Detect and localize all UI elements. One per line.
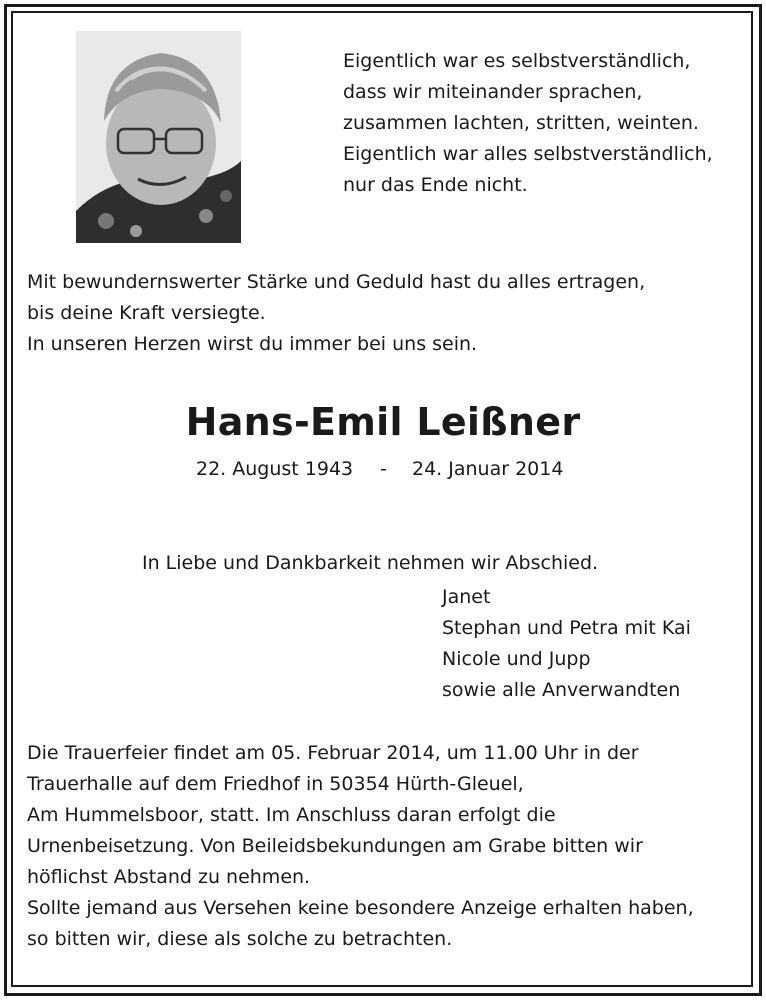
portrait-photo: [76, 31, 241, 243]
poem-line: Eigentlich war alles selbstverständlich,: [343, 143, 713, 165]
birth-date: 22. August 1943: [196, 458, 354, 480]
date-separator: -: [380, 458, 387, 480]
intro-line: bis deine Kraft versiegte.: [27, 302, 266, 324]
poem: [343, 46, 713, 201]
farewell-text: In Liebe und Dankbarkeit nehmen wir Abschied.: [142, 552, 599, 574]
ceremony-line: Urnenbeisetzung. Von Beileidsbekundungen am Grabe bitten wir: [27, 835, 643, 857]
ceremony-line: höflichst Abstand zu nehmen.: [27, 866, 311, 888]
intro-line: In unseren Herzen wirst du immer bei uns sein.: [27, 333, 478, 355]
ceremony-text: [27, 738, 694, 955]
family-member: Stephan und Petra mit Kai: [442, 617, 691, 639]
poem-line: nur das Ende nicht.: [343, 174, 528, 196]
ceremony-line: so bitten wir, diese als solche zu betrachten.: [27, 928, 453, 950]
intro-text: [27, 267, 645, 360]
death-date: 24. Januar 2014: [412, 458, 564, 480]
poem-line: zusammen lachten, stritten, weinten.: [343, 112, 699, 134]
family-list: [442, 582, 691, 706]
deceased-name: Hans-Emil Leißner: [185, 400, 581, 444]
ceremony-line: Trauerhalle auf dem Friedhof in 50354 Hürth-Gleuel,: [27, 773, 524, 795]
ceremony-line: Am Hummelsboor, statt. Im Anschluss daran erfolgt die: [27, 804, 556, 826]
ceremony-line: Sollte jemand aus Versehen keine besondere Anzeige erhalten haben,: [27, 897, 694, 919]
family-member: Janet: [442, 586, 491, 608]
ceremony-line: Die Trauerfeier findet am 05. Februar 2014, um 11.00 Uhr in der: [27, 742, 639, 764]
family-member: sowie alle Anverwandten: [442, 679, 681, 701]
poem-line: Eigentlich war es selbstverständlich,: [343, 50, 691, 72]
poem-line: dass wir miteinander sprachen,: [343, 81, 643, 103]
family-member: Nicole und Jupp: [442, 648, 591, 670]
intro-line: Mit bewundernswerter Stärke und Geduld hast du alles ertragen,: [27, 271, 646, 293]
